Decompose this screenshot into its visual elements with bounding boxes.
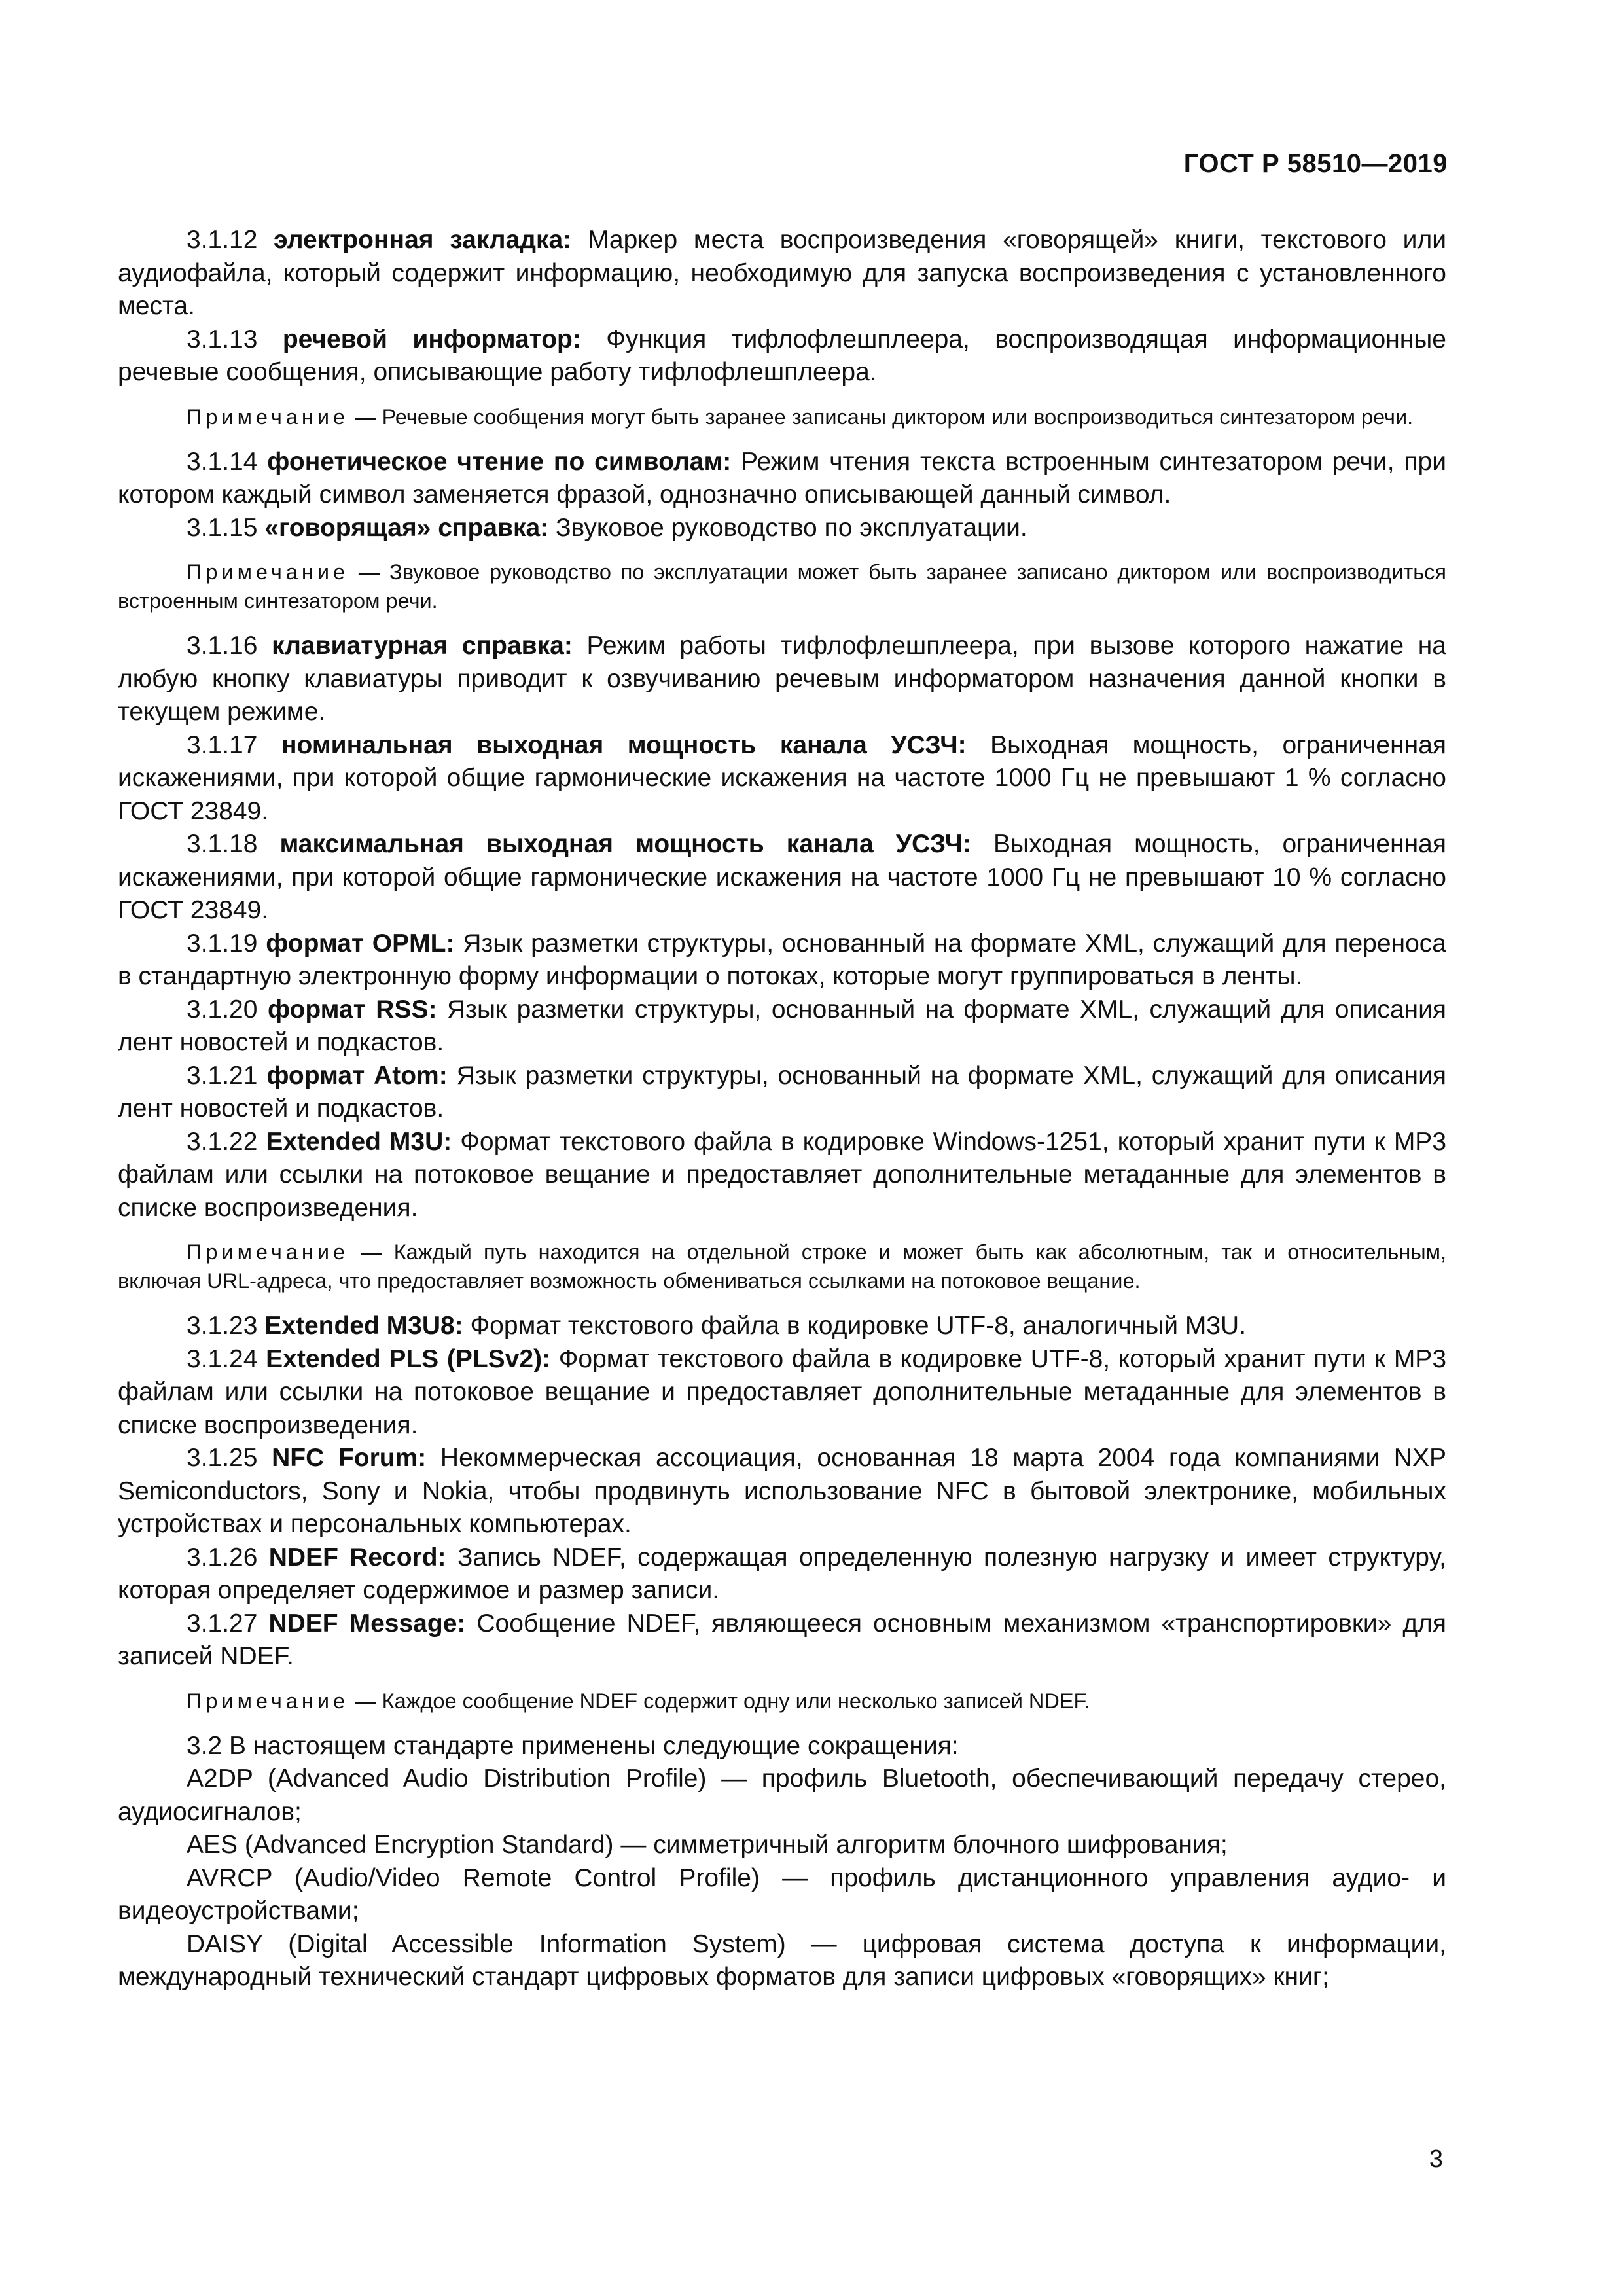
term-number: 3.1.12: [187, 226, 258, 254]
note-label: Примечание: [187, 1689, 349, 1713]
term-name: формат RSS:: [267, 995, 437, 1024]
term-text: Выходная мощность, ограниченная искажениями, при которой общие гармонические искажения на частоте 1000 Гц не превышают 10 % согласно ГОСТ 23849.: [118, 830, 1446, 924]
term-definition: [118, 630, 1446, 729]
text-paragraph: AVRCP (Audio/Video Remote Control Profile) — профиль дистанционного управления аудио- и видеоустройствами;: [118, 1863, 1446, 1925]
document-header: ГОСТ Р 58510—2019: [1183, 149, 1448, 178]
term-name: Extended M3U:: [266, 1127, 452, 1156]
term-number: 3.1.26: [187, 1543, 258, 1571]
note-paragraph: [118, 403, 1446, 431]
note-paragraph: [118, 1687, 1446, 1715]
term-text: Формат текстового файла в кодировке UTF-8, который хранит пути к MP3 файлам или ссылки на потоковое вещание и предоставляет дополнительные метаданные для элементов в списке воспроизведения.: [118, 1344, 1447, 1439]
term-number: 3.1.27: [187, 1609, 258, 1638]
term-text: Язык разметки структуры, основанный на формате XML, служащий для переноса в стандартную электронную форму информации о потоках, которые могут группироваться в ленты.: [118, 929, 1446, 990]
note-label: Примечание: [187, 1240, 349, 1264]
term-text: Звуковое руководство по эксплуатации.: [556, 513, 1027, 542]
term-name: клавиатурная справка:: [272, 632, 573, 660]
note-text: — Речевые сообщения могут быть заранее записаны диктором или воспроизводиться синтезатором речи.: [355, 404, 1414, 429]
term-definition: [118, 323, 1446, 389]
term-name: NDEF Record:: [268, 1543, 446, 1571]
term-number: 3.1.15: [187, 513, 258, 542]
term-name: формат Atom:: [266, 1061, 448, 1090]
term-name: формат OPML:: [266, 929, 455, 958]
term-number: 3.1.21: [187, 1061, 258, 1090]
term-number: 3.1.20: [187, 995, 258, 1024]
term-name: электронная закладка:: [274, 226, 572, 254]
term-name: Extended PLS (PLSv2):: [266, 1344, 551, 1373]
term-name: «говорящая» справка:: [264, 513, 549, 542]
term-number: 3.1.25: [187, 1444, 258, 1472]
text-paragraph: AES (Advanced Encryption Standard) — симметричный алгоритм блочного шифрования;: [187, 1831, 1228, 1859]
term-text: Сообщение NDEF, являющееся основным механизмом «транспортировки» для записей NDEF.: [118, 1609, 1447, 1670]
text-paragraph: A2DP (Advanced Audio Distribution Profile) — профиль Bluetooth, обеспечивающий передачу стерео, аудиосигналов;: [118, 1765, 1446, 1826]
term-definition: [118, 1343, 1446, 1443]
term-name: NDEF Message:: [268, 1609, 466, 1638]
term-number: 3.1.18: [187, 830, 258, 858]
term-number: 3.1.19: [187, 929, 258, 958]
term-text: Маркер места воспроизведения «говорящей» книги, текстового или аудиофайла, который содержит информацию, необходимую для запуска воспроизведения с установленного места.: [118, 226, 1446, 320]
note-label: Примечание: [187, 404, 349, 429]
term-name: NFC Forum:: [272, 1444, 427, 1472]
term-text: Выходная мощность, ограниченная искажениями, при которой общие гармонические искажения на частоте 1000 Гц не превышают 1 % согласно ГОСТ 23849.: [118, 730, 1447, 825]
term-name: фонетическое чтение по символам:: [267, 447, 732, 476]
note-text: — Каждое сообщение NDEF содержит одну или несколько записей NDEF.: [355, 1689, 1090, 1713]
term-text: Режим чтения текста встроенным синтезатором речи, при котором каждый символ заменяется фразой, однозначно описывающей данный символ.: [118, 447, 1446, 509]
term-number: 3.1.22: [187, 1127, 258, 1156]
page-number: 3: [1429, 2145, 1443, 2173]
term-number: 3.1.13: [187, 325, 258, 353]
term-definition: [118, 828, 1446, 927]
term-text: Формат текстового файла в кодировке UTF-8, аналогичный M3U.: [470, 1312, 1247, 1340]
term-text: Язык разметки структуры, основанный на формате XML, служащий для описания лент новостей и подкастов.: [118, 1061, 1447, 1122]
term-definition: [118, 927, 1446, 994]
term-number: 3.1.23: [187, 1312, 258, 1340]
term-definition: [118, 1126, 1446, 1225]
term-definition: [118, 446, 1446, 512]
term-text: Запись NDEF, содержащая определенную полезную нагрузку и имеет структуру, которая определяет содержимое и размер записи.: [118, 1543, 1446, 1604]
term-name: речевой информатор:: [282, 325, 581, 353]
term-definition: [118, 1442, 1446, 1541]
term-definition: [118, 1607, 1446, 1674]
term-definition: [118, 512, 1446, 545]
document-body: [118, 224, 1446, 1994]
term-number: 3.1.17: [187, 730, 258, 759]
text-paragraph: 3.2 В настоящем стандарте применены следующие сокращения:: [187, 1731, 959, 1760]
term-name: Extended M3U8:: [264, 1312, 463, 1340]
term-definition: [118, 729, 1446, 829]
note-paragraph: [118, 1238, 1446, 1295]
term-text: Язык разметки структуры, основанный на формате XML, служащий для описания лент новостей и подкастов.: [118, 995, 1446, 1056]
term-name: максимальная выходная мощность канала УСЗЧ:: [279, 830, 971, 858]
note-label: Примечание: [187, 560, 349, 584]
term-definition: [118, 1060, 1446, 1126]
text-paragraph: DAISY (Digital Accessible Information System) — цифровая система доступа к информации, международный технический стандарт цифровых форматов для записи цифровых «говорящих» книг;: [118, 1929, 1446, 1991]
term-definition: [118, 1541, 1446, 1607]
term-definition: [118, 224, 1446, 323]
term-text: Функция тифлофлешплеера, воспроизводящая информационные речевые сообщения, описывающие работу тифлофлешплеера.: [118, 325, 1446, 386]
note-paragraph: [118, 558, 1446, 615]
term-number: 3.1.16: [187, 632, 258, 660]
term-definition: [118, 1310, 1446, 1343]
term-text: Некоммерческая ассоциация, основанная 18 марта 2004 года компаниями NXP Semiconductors, Sony и Nokia, чтобы продвинуть использование NFC в бытовой электронике, мобильных устройствах и персональных компьютерах.: [118, 1444, 1446, 1538]
term-text: Формат текстового файла в кодировке Windows-1251, который хранит пути к MP3 файлам или ссылки на потоковое вещание и предоставляет дополнительные метаданные для элементов в списке воспроизведения.: [118, 1127, 1447, 1222]
term-text: Режим работы тифлофлешплеера, при вызове которого нажатие на любую кнопку клавиатуры приводит к озвучиванию речевым информатором назначения данной кнопки в текущем режиме.: [118, 632, 1446, 726]
note-text: — Каждый путь находится на отдельной строке и может быть как абсолютным, так и относительным, включая URL-адреса, что предоставляет возможность обмениваться ссылками на потоковое вещание.: [118, 1240, 1447, 1293]
term-number: 3.1.14: [187, 447, 258, 476]
term-number: 3.1.24: [187, 1344, 258, 1373]
note-text: — Звуковое руководство по эксплуатации может быть заранее записано диктором или воспроизводиться встроенным синтезатором речи.: [118, 560, 1446, 613]
term-name: номинальная выходная мощность канала УСЗЧ:: [281, 730, 967, 759]
term-definition: [118, 994, 1446, 1060]
